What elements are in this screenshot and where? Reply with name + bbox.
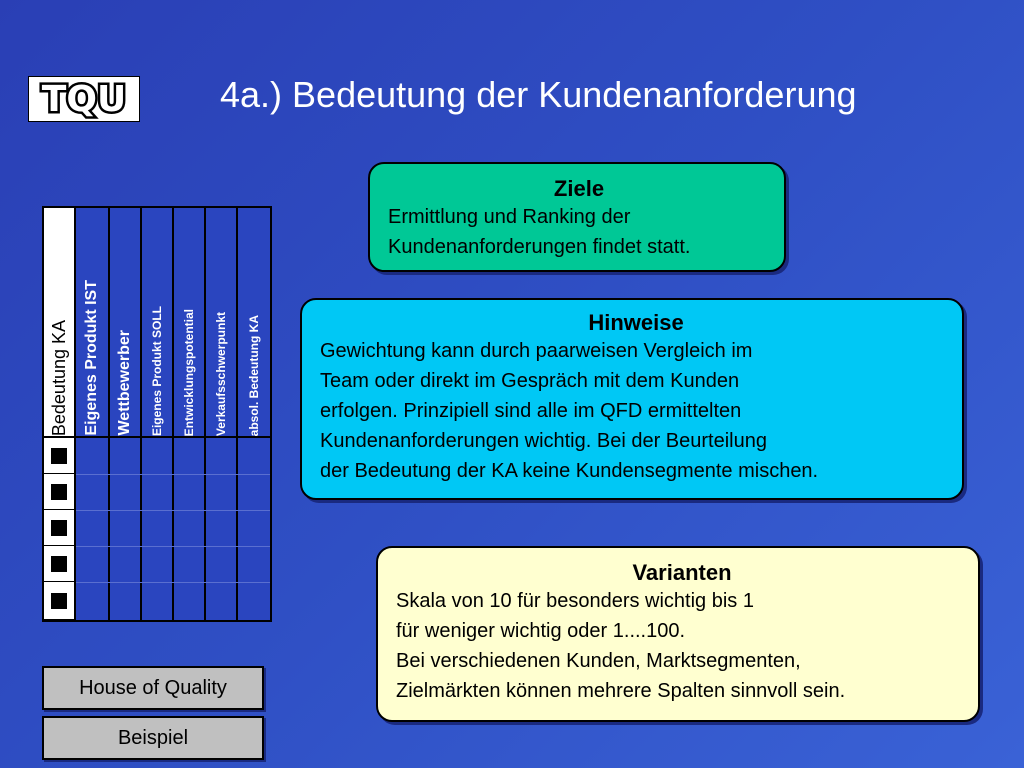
row-marker: [44, 438, 76, 474]
varianten-box: [376, 546, 980, 722]
row-divider: [76, 546, 270, 547]
tqu-logo: TQU: [28, 76, 140, 122]
hinweise-title: Hinweise: [588, 310, 684, 335]
row-divider: [76, 510, 270, 511]
row-divider: [76, 474, 270, 475]
square-icon: [51, 593, 67, 609]
grid-column: [206, 438, 238, 620]
hinweise-line: Team oder direkt im Gespräch mit dem Kunden: [320, 370, 740, 392]
house-of-quality-button[interactable]: House of Quality: [42, 666, 264, 710]
hinweise-line: Kundenanforderungen wichtig. Bei der Beurteilung: [320, 430, 767, 452]
row-marker: [44, 546, 76, 582]
hinweise-box: [300, 298, 964, 500]
column-header-eigenes-produkt-ist: Eigenes Produkt IST: [76, 208, 110, 438]
square-icon: [51, 448, 67, 464]
varianten-line: Bei verschiedenen Kunden, Marktsegmenten,: [396, 650, 801, 672]
varianten-line: für weniger wichtig oder 1....100.: [396, 620, 686, 642]
varianten-line: Skala von 10 für besonders wichtig bis 1: [396, 590, 754, 612]
row-marker: [44, 582, 76, 620]
grid-column: [174, 438, 206, 620]
column-header-wettbewerber: Wettbewerber: [110, 208, 142, 438]
column-header-bedeutung-ka: Bedeutung KA: [44, 208, 76, 438]
hinweise-line: der Bedeutung der KA keine Kundensegmente mischen.: [320, 460, 819, 482]
beispiel-button[interactable]: Beispiel: [42, 716, 264, 760]
ziele-box: [368, 162, 786, 272]
hinweise-line: Gewichtung kann durch paarweisen Vergleich im: [320, 340, 753, 362]
ziele-title: Ziele: [553, 176, 605, 201]
row-marker: [44, 474, 76, 510]
column-header-absol-bedeutung-ka: absol. Bedeutung KA: [238, 208, 270, 438]
hinweise-line: erfolgen. Prinzipiell sind alle im QFD ermittelten: [320, 400, 742, 422]
varianten-line: Zielmärkten können mehrere Spalten sinnvoll sein.: [396, 680, 846, 702]
square-icon: [51, 484, 67, 500]
square-icon: [51, 520, 67, 536]
column-header-eigenes-produkt-soll: Eigenes Produkt SOLL: [142, 208, 174, 438]
grid-column: [76, 438, 110, 620]
qfd-matrix: [42, 206, 272, 622]
row-marker: [44, 510, 76, 546]
ziele-line: Ermittlung und Ranking der: [388, 206, 631, 228]
square-icon: [51, 556, 67, 572]
varianten-title: Varianten: [632, 560, 732, 585]
row-divider: [76, 582, 270, 583]
column-header-verkaufsschwerpunkt: Verkaufsschwerpunkt: [206, 208, 238, 438]
grid-column: [110, 438, 142, 620]
page-title: 4a.) Bedeutung der Kundenanforderung: [220, 74, 857, 115]
grid-column: [142, 438, 174, 620]
ziele-line: Kundenanforderungen findet statt.: [388, 236, 691, 258]
column-header-entwicklungspotential: Entwicklungspotential: [174, 208, 206, 438]
